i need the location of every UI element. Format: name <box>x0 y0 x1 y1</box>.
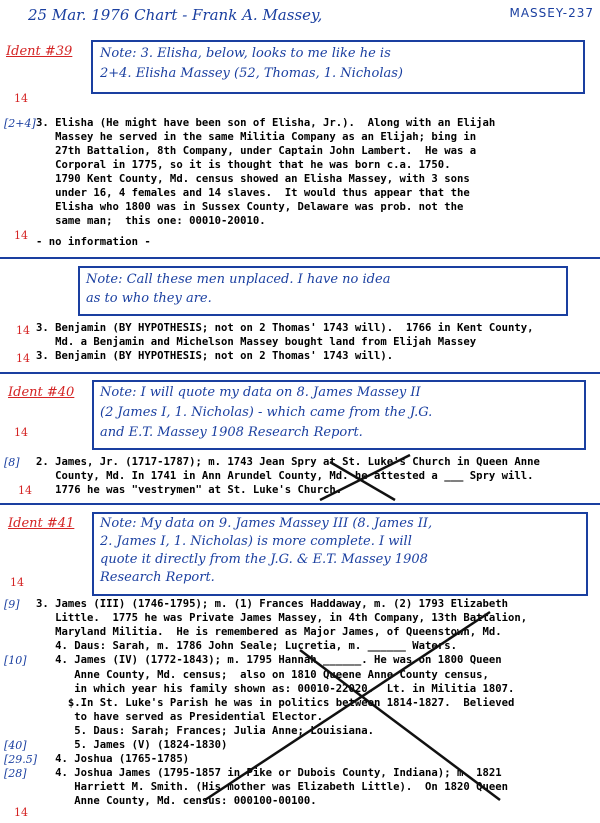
margin-number: 14 <box>14 229 28 242</box>
text-line: Harriett M. Smith. (His mother was Elizabeth Little). On 1820 Queen <box>36 781 508 794</box>
margin-number: 14 <box>16 324 30 337</box>
reference-number: [9] <box>4 598 20 611</box>
text-line: 1790 Kent County, Md. census showed an Elisha Massey, with 3 sons <box>36 173 470 185</box>
ident-tag: Ident #39 <box>6 44 73 59</box>
text-line: Elisha who 1800 was in Sussex County, Delaware was prob. not the <box>36 201 464 213</box>
text-line: 3. Elisha (He might have been son of Elisha, Jr.). Along with an Elijah <box>36 117 496 129</box>
text-line: 5. James (V) (1824-1830) <box>36 739 228 751</box>
text-line: - no information - <box>36 236 151 248</box>
ident-tag: Ident #40 <box>8 385 75 400</box>
note-line: (2 James I, 1. Nicholas) - which came from the J.G. <box>100 405 433 420</box>
text-line: 2. James, Jr. (1717-1787); m. 1743 Jean Spry at St. Luke's Church in Queen Anne <box>36 456 540 468</box>
text-line: Md. a Benjamin and Michelson Massey bought land from Elijah Massey <box>36 336 477 348</box>
note-line: Research Report. <box>100 570 215 585</box>
margin-number: 14 <box>14 426 28 439</box>
reference-number: [28] <box>4 767 27 781</box>
margin-number: 14 <box>18 484 32 497</box>
reference-number: [10] <box>4 654 27 668</box>
note-line: 2. James I, 1. Nicholas) is more complete. I will <box>100 534 412 549</box>
text-line: 4. Joshua James (1795-1857 in Pike or Dubois County, Indiana); m. 1821 <box>36 767 502 780</box>
text-line: 4. Joshua (1765-1785) <box>36 753 190 766</box>
text-line: 3. Benjamin (BY HYPOTHESIS; not on 2 Thomas' 1743 will). <box>36 350 394 362</box>
text-line: 1776 he was "vestrymen" at St. Luke's Church. <box>36 484 343 496</box>
note-line: Note: Call these men unplaced. I have no idea <box>86 272 391 287</box>
text-line: 3. Benjamin (BY HYPOTHESIS; not on 2 Thomas' 1743 will). 1766 in Kent County, <box>36 322 534 334</box>
reference-number: [8] <box>4 456 20 469</box>
reference-number: [2+4] <box>4 117 36 130</box>
note-line: and E.T. Massey 1908 Research Report. <box>100 425 363 440</box>
text-line: Little. 1775 he was Private James Massey, in 4th Company, 13th Battalion, <box>36 612 528 625</box>
text-line: in which year his family shown as: 00010-22020. Lt. in Militia 1807. <box>36 682 515 695</box>
header-date-line: 25 Mar. 1976 Chart - Frank A. Massey, <box>28 6 323 24</box>
strike-mark <box>320 455 410 500</box>
text-line: 4. James (IV) (1772-1843); m. 1795 Hannah ______. He was on 1800 Queen <box>36 654 502 667</box>
strike-mark <box>205 612 490 800</box>
text-line: Anne County, Md. census; also on 1810 Queene Anne County census, <box>36 668 489 681</box>
text-line: to have served as Presidential Elector. <box>36 710 324 723</box>
note-line: Note: 3. Elisha, below, looks to me like he is <box>100 46 391 61</box>
text-line: under 16, 4 females and 14 slaves. It would thus appear that the <box>36 187 470 199</box>
note-line: Note: I will quote my data on 8. James Massey II <box>100 385 421 400</box>
text-line: Corporal in 1775, so it is thought that he was born c.a. 1750. <box>36 159 451 171</box>
margin-number: 14 <box>10 576 24 589</box>
text-line: Massey he served in the same Militia Company as an Elijah; bing in <box>36 131 477 143</box>
note-line: Note: My data on 9. James Massey III (8. James II, <box>100 516 433 531</box>
text-line: same man; this one: 00010-20010. <box>36 215 266 227</box>
reference-number: [40] <box>4 739 27 752</box>
page-reference: MASSEY-237 <box>509 6 594 20</box>
text-line: Anne County, Md. census: 000100-00100. <box>36 795 317 808</box>
margin-number: 14 <box>14 92 28 105</box>
text-line: 27th Battalion, 8th Company, under Captain John Lambert. He was a <box>36 145 477 157</box>
note-line: 2+4. Elisha Massey (52, Thomas, 1. Nicholas) <box>100 66 403 81</box>
text-line: 3. James (III) (1746-1795); m. (1) Frances Haddaway, m. (2) 1793 Elizabeth <box>36 598 508 610</box>
text-line: Maryland Militia. He is remembered as Major James, of Queenstown, Md. <box>36 626 502 639</box>
reference-number: [29.5] <box>4 753 38 767</box>
margin-number: 14 <box>16 352 30 365</box>
text-line: $.In St. Luke's Parish he was in politics between 1814-1827. Believed <box>36 696 515 709</box>
note-line: quote it directly from the J.G. & E.T. Massey 1908 <box>100 552 428 567</box>
note-line: as to who they are. <box>86 291 212 306</box>
ident-tag: Ident #41 <box>8 516 75 531</box>
text-line: County, Md. In 1741 in Ann Arundel County, Md. he attested a ___ Spry will. <box>36 470 534 482</box>
margin-number: 14 <box>14 806 28 819</box>
text-line: 4. Daus: Sarah, m. 1786 John Seale; Lucretia, m. ______ Waters. <box>36 640 457 653</box>
text-line: 5. Daus: Sarah; Frances; Julia Anne; Louisiana. <box>36 724 375 737</box>
